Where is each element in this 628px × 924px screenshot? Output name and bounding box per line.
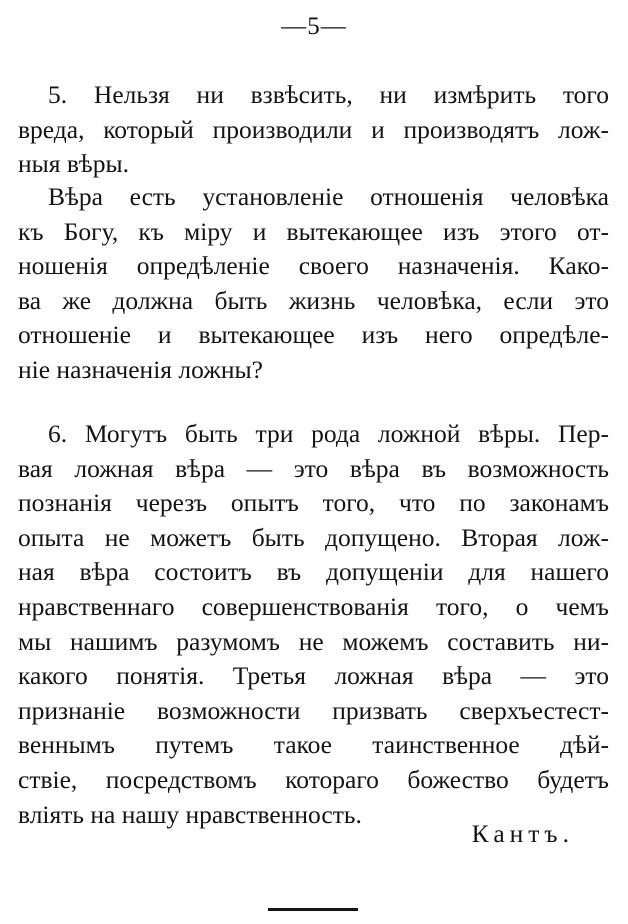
text-line: веннымъ путемъ такое таинственное дѣй- <box>18 730 609 760</box>
section-divider <box>268 908 358 911</box>
text-line: вая ложная вѣра — это вѣра въ возможность <box>18 453 609 483</box>
text-line: къ Богу, къ міру и вытекающее изъ этого от- <box>18 216 609 246</box>
text-line: ная вѣра состоитъ въ допущеніи для нашего <box>18 557 609 587</box>
text-line: вреда, который производили и производятъ лож- <box>18 114 609 144</box>
text-line: ніе назначенія ложны? <box>18 354 263 384</box>
author-signature: Кантъ. <box>471 819 574 848</box>
text-line: опыта не можетъ быть допущено. Вторая лож- <box>18 522 609 552</box>
text-line: Вѣра есть установленіе отношенія человѣка <box>48 182 609 211</box>
page-number: —5— <box>281 13 347 40</box>
text-line: ва же должна быть жизнь человѣка, если это <box>18 285 609 315</box>
text-line: познанія черезъ опытъ того, что по законамъ <box>18 488 609 518</box>
text-line: какого понятія. Третья ложная вѣра — это <box>18 661 609 691</box>
text-line: ныя вѣры. <box>18 149 130 179</box>
text-line: 6. Могутъ быть три рода ложной вѣры. Пер- <box>48 419 609 448</box>
paragraph-5 <box>18 78 609 182</box>
text-line: мы нашимъ разумомъ не можемъ составить ни- <box>18 626 609 656</box>
text-line: признаніе возможности призвать сверхъестест- <box>18 695 609 725</box>
paragraph-5-continued <box>18 180 609 388</box>
text-line: 5. Нельзя ни взвѣсить, ни измѣрить того <box>48 80 609 109</box>
text-line: вліять на нашу нравственность. <box>18 799 362 829</box>
text-line: ствіе, посредствомъ котораго божество будетъ <box>18 764 609 794</box>
text-line: нравственнаго совершенствованія того, о чемъ <box>18 591 609 621</box>
text-line: отношеніе и вытекающее изъ него опредѣле- <box>18 320 609 350</box>
text-line: ношенія опредѣленіе своего назначенія. Како- <box>18 251 609 281</box>
paragraph-6 <box>18 417 609 832</box>
